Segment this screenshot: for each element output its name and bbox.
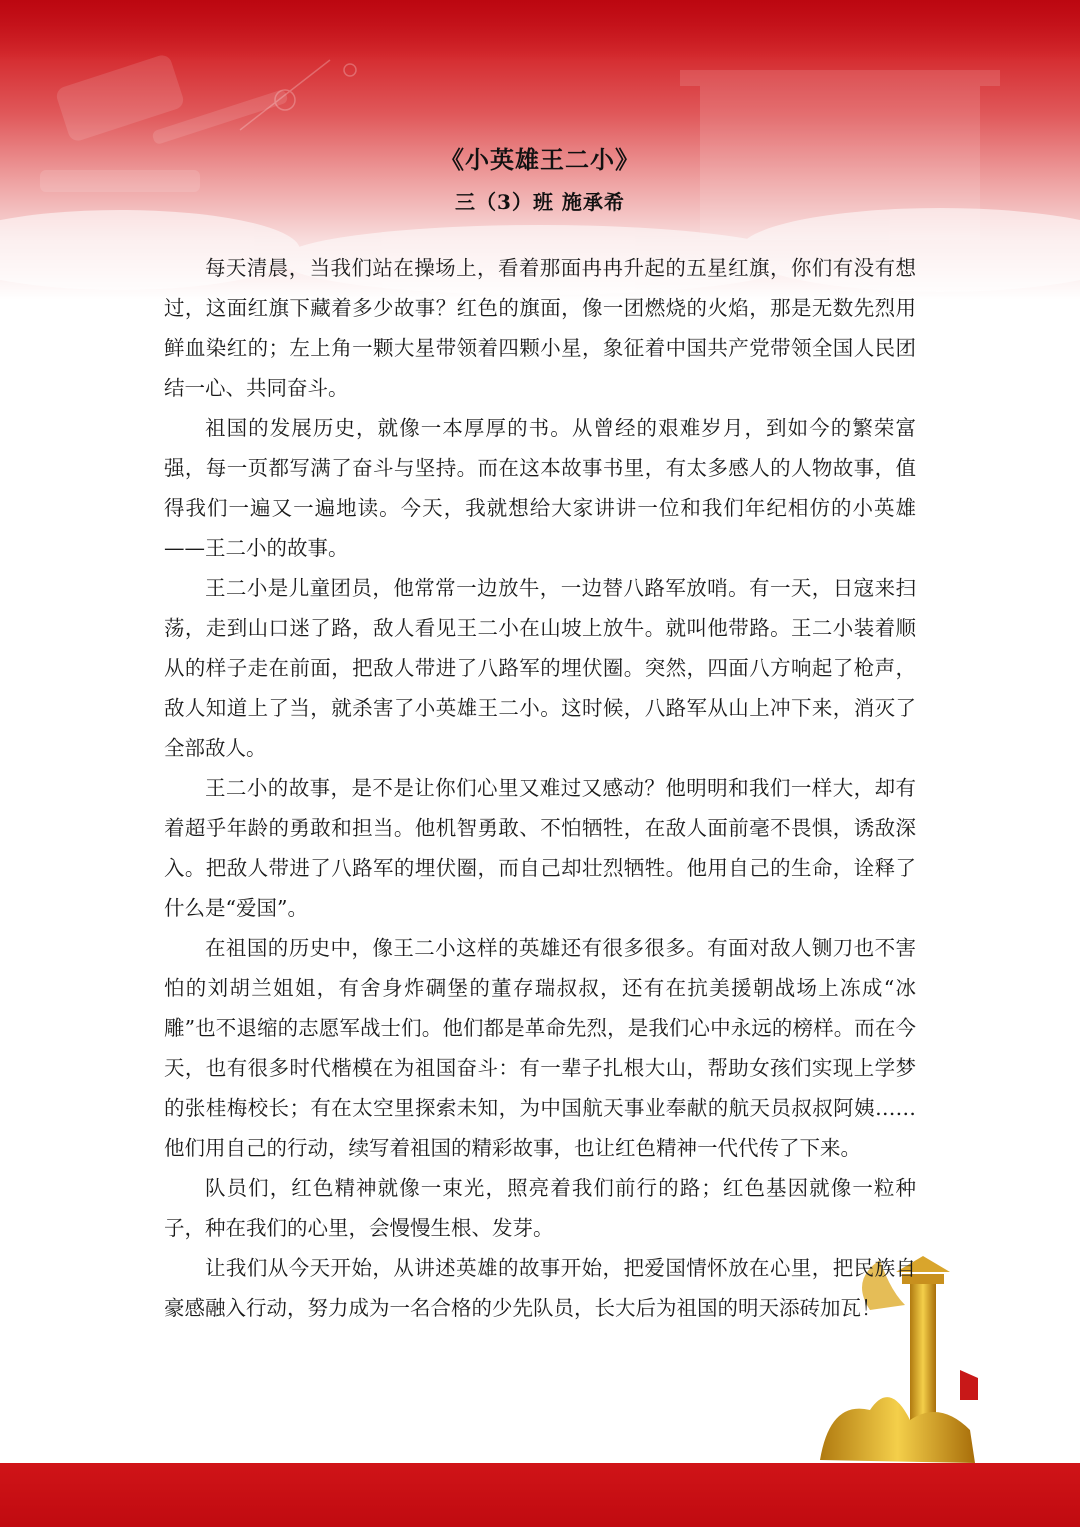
author-line: 三（3）班 施承希 [455,190,625,214]
document-body [164,248,916,1328]
paragraph: 王二小是儿童团员，他常常一边放牛，一边替八路军放哨。有一天，日寇来扫荡，走到山口迷了路，敌人看见王二小在山坡上放牛。就叫他带路。王二小装着顺从的样子走在前面，把敌人带进了八路军的埋伏圈。突然，四面八方响起了枪声，敌人知道上了当，就杀害了小英雄王二小。这时候，八路军从山上冲下来，消灭了全部敌人。 [164,576,916,760]
paragraph: 王二小的故事，是不是让你们心里又难过又感动？他明明和我们一样大，却有着超乎年龄的勇敢和担当。他机智勇敢、不怕牺牲，在敌人面前毫不畏惧，诱敌深入。把敌人带进了八路军的埋伏圈，而自己却壮烈牺牲。他用自己的生命，诠释了什么是“爱国”。 [164,776,916,920]
paragraph: 祖国的发展历史，就像一本厚厚的书。从曾经的艰难岁月，到如今的繁荣富强，每一页都写满了奋斗与坚持。而在这本故事书里，有太多感人的人物故事，值得我们一遍又一遍地读。今天，我就想给大家讲讲一位和我们年纪相仿的小英雄——王二小的故事。 [164,416,916,560]
paragraph: 每天清晨，当我们站在操场上，看着那面冉冉升起的五星红旗，你们有没有想过，这面红旗下藏着多少故事？红色的旗面，像一团燃烧的火焰，那是无数先烈用鲜血染红的；左上角一颗大星带领着四颗小星，象征着中国共产党带领全国人民团结一心、共同奋斗。 [164,256,916,400]
footer-band [0,1463,1080,1527]
paragraph: 让我们从今天开始，从讲述英雄的故事开始，把爱国情怀放在心里，把民族自豪感融入行动，努力成为一名合格的少先队员，长大后为祖国的明天添砖加瓦！ [164,1256,916,1320]
paragraph: 队员们，红色精神就像一束光，照亮着我们前行的路；红色基因就像一粒种子，种在我们的心里，会慢慢生根、发芽。 [164,1176,916,1240]
paragraph: 在祖国的历史中，像王二小这样的英雄还有很多很多。有面对敌人铡刀也不害怕的刘胡兰姐姐，有舍身炸碉堡的董存瑞叔叔，还有在抗美援朝战场上冻成“冰雕”也不退缩的志愿军战士们。他们都是革命先烈，是我们心中永远的榜样。而在今天，也有很多时代楷模在为祖国奋斗：有一辈子扎根大山，帮助女孩们实现上学梦的张桂梅校长；有在太空里探索未知，为中国航天事业奉献的航天员叔叔阿姨……他们用自己的行动，续写着祖国的精彩故事，也让红色精神一代代传了下来。 [164,936,916,1160]
document-title: 《小英雄王二小》 [440,145,640,174]
